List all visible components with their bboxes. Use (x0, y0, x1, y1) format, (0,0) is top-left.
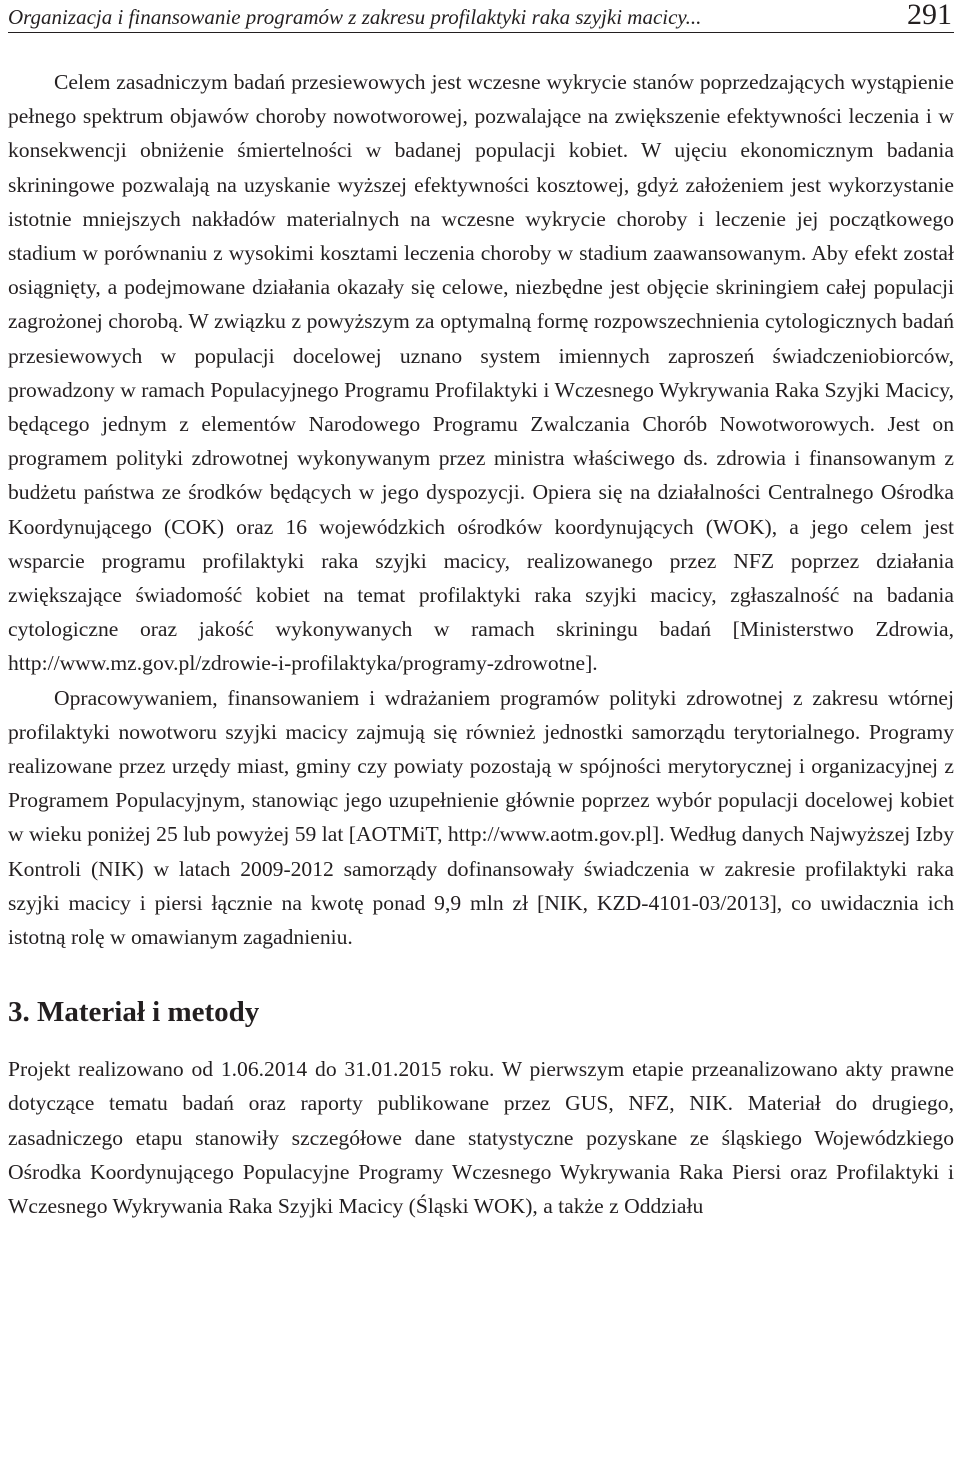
section-paragraph: Projekt realizowano od 1.06.2014 do 31.01.2015 roku. W pierwszym etapie przeanalizowano akty prawne dotyczące tematu badań oraz raporty publikowane przez GUS, NFZ, NIK. Materiał do drugiego, zasadniczego etapu stanowiły szczegółowe dane statystyczne pozyskane ze śląskiego Wojewódzkiego Ośrodka Koordynującego Populacyjne Programy Wczesnego Wykrywania Raka Piersi oraz Profilaktyki i Wczesnego Wykrywania Raka Szyjki Macicy (Śląski WOK), a także z Oddziału (8, 1057, 954, 1219)
paragraph-2: Opracowywaniem, finansowaniem i wdrażaniem programów polityki zdrowotnej z zakresu wtórnej profilaktyki nowotworu szyjki macicy zajmują się również jednostki samorządu terytorialnego. Programy realizowane przez urzędy miast, gminy czy powiaty pozostają w spójności merytorycznej i organizacyjnej z Programem Populacyjnym, stanowiąc jego uzupełnienie głównie poprzez wybór populacji docelowej kobiet w wieku poniżej 25 lub powyżej 59 lat [AOTMiT, http://www.aotm.gov.pl]. Według danych Najwyższej Izby Kontroli (NIK) w latach 2009-2012 samorządy dofinansowały świadczenia w zakresie profilaktyki raka szyjki macicy i piersi łącznie na kwotę ponad 9,9 mln zł [NIK, KZD-4101-03/2013], co uwidacznia ich istotną rolę w omawianym zagadnieniu. (8, 685, 954, 950)
running-title: Organizacja i finansowanie programów z zakresu profilaktyki raka szyjki macicy... (8, 5, 702, 29)
paragraph-1: Celem zasadniczym badań przesiewowych jest wczesne wykrycie stanów poprzedzających wystąpienie pełnego spektrum objawów choroby nowotworowej, pozwalające na zwiększenie efektywności leczenia i w konsekwencji obniżenie śmiertelności w badanej populacji kobiet. W ujęciu ekonomicznym badania skriningowe pozwalają na uzyskanie wyższej efektywności kosztowej, gdyż założeniem jest wykorzystanie istotnie mniejszych nakładów materialnych na wczesne wykrycie choroby i leczenie jej początkowego stadium w porównaniu z wysokimi kosztami leczenia choroby w stadium zaawansowanym. Aby efekt został osiągnięty, a podejmowane działania okazały się celowe, niezbędne jest objęcie skriningiem całej populacji zagrożonej chorobą. W związku z powyższym za optymalną formę rozpowszechnienia cytologicznych badań przesiewowych w populacji docelowej uznano system imiennych zaproszeń świadczeniobiorców, prowadzony w ramach Populacyjnego Programu Profilaktyki i Wczesnego Wykrywania Raka Szyjki Macicy, będącego jednym z elementów Narodowego Programu Zwalczania Chorób Nowotworowych. Jest on programem polityki zdrowotnej wykonywanym przez ministra właściwego ds. zdrowia i finansowanym z budżetu państwa ze środków będących w jego dyspozycji. Opiera się na działalności Centralnego Ośrodka Koordynującego (COK) oraz 16 wojewódzkich ośrodków koordynujących (WOK), a jego celem jest wsparcie programu profilaktyki raka szyjki macicy, realizowanego przez NFZ poprzez działania zwiększające świadomość kobiet na temat profilaktyki raka szyjki macicy, zgłaszalność na badania cytologiczne oraz jakość wykonywanych w ramach skriningu badań [Ministerstwo Zdrowia, http://www.mz.gov.pl/zdrowie-i-profilaktyka/programy-zdrowotne]. (8, 70, 954, 676)
section-heading: 3. Materiał i metody (8, 996, 260, 1029)
document-page (8, 0, 954, 1223)
page-number: 291 (907, 0, 952, 31)
body-text (8, 65, 954, 1223)
running-header (8, 0, 954, 33)
